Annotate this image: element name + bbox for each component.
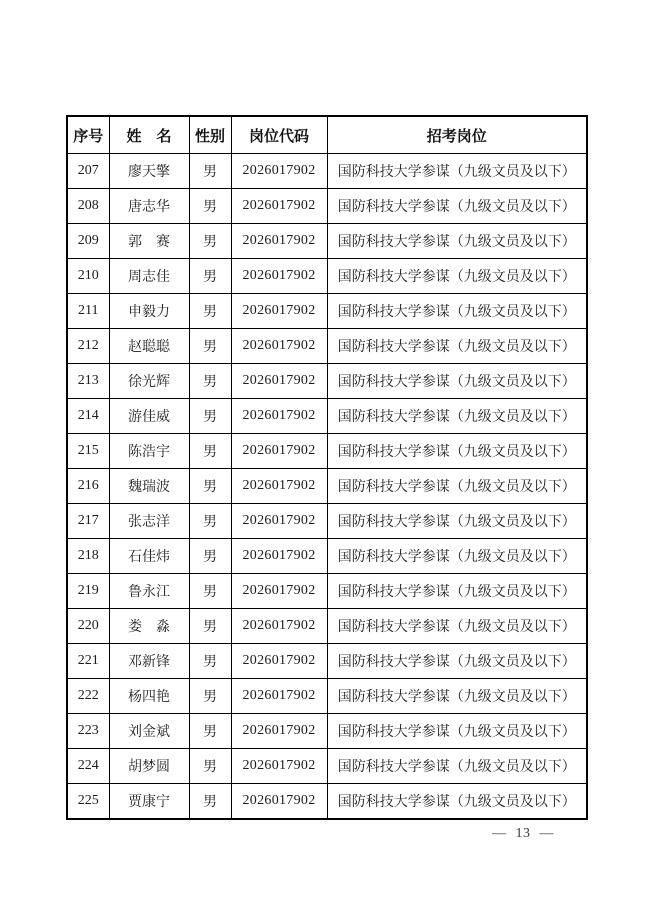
cell-code: 2026017902 bbox=[231, 329, 327, 364]
cell-no: 213 bbox=[67, 364, 109, 399]
cell-name: 石佳炜 bbox=[109, 539, 189, 574]
cell-position: 国防科技大学参谋（九级文员及以下） bbox=[327, 469, 587, 504]
table-row bbox=[67, 539, 587, 574]
cell-no: 220 bbox=[67, 609, 109, 644]
cell-no: 221 bbox=[67, 644, 109, 679]
cell-code: 2026017902 bbox=[231, 189, 327, 224]
table-row bbox=[67, 294, 587, 329]
table-row bbox=[67, 329, 587, 364]
cell-name: 魏瑞波 bbox=[109, 469, 189, 504]
cell-position: 国防科技大学参谋（九级文员及以下） bbox=[327, 294, 587, 329]
table-row bbox=[67, 504, 587, 539]
cell-name: 赵聪聪 bbox=[109, 329, 189, 364]
page-number: — 13 — bbox=[492, 826, 554, 841]
cell-no: 225 bbox=[67, 784, 109, 820]
cell-position: 国防科技大学参谋（九级文员及以下） bbox=[327, 154, 587, 189]
cell-name: 廖天擎 bbox=[109, 154, 189, 189]
cell-gender: 男 bbox=[189, 539, 231, 574]
cell-name: 邓新锋 bbox=[109, 644, 189, 679]
cell-code: 2026017902 bbox=[231, 504, 327, 539]
cell-position: 国防科技大学参谋（九级文员及以下） bbox=[327, 364, 587, 399]
cell-code: 2026017902 bbox=[231, 294, 327, 329]
cell-gender: 男 bbox=[189, 259, 231, 294]
cell-no: 212 bbox=[67, 329, 109, 364]
col-header-position: 招考岗位 bbox=[327, 116, 587, 154]
cell-no: 216 bbox=[67, 469, 109, 504]
cell-gender: 男 bbox=[189, 749, 231, 784]
cell-name: 徐光辉 bbox=[109, 364, 189, 399]
cell-position: 国防科技大学参谋（九级文员及以下） bbox=[327, 574, 587, 609]
cell-gender: 男 bbox=[189, 574, 231, 609]
col-header-name: 姓 名 bbox=[109, 116, 189, 154]
cell-no: 218 bbox=[67, 539, 109, 574]
cell-code: 2026017902 bbox=[231, 469, 327, 504]
table-row bbox=[67, 259, 587, 294]
cell-gender: 男 bbox=[189, 434, 231, 469]
cell-name: 游佳威 bbox=[109, 399, 189, 434]
cell-code: 2026017902 bbox=[231, 644, 327, 679]
cell-name: 唐志华 bbox=[109, 189, 189, 224]
cell-position: 国防科技大学参谋（九级文员及以下） bbox=[327, 434, 587, 469]
cell-position: 国防科技大学参谋（九级文员及以下） bbox=[327, 259, 587, 294]
cell-position: 国防科技大学参谋（九级文员及以下） bbox=[327, 644, 587, 679]
cell-name: 周志佳 bbox=[109, 259, 189, 294]
cell-name: 贾康宁 bbox=[109, 784, 189, 820]
cell-name: 郭 赛 bbox=[109, 224, 189, 259]
cell-position: 国防科技大学参谋（九级文员及以下） bbox=[327, 224, 587, 259]
table-row bbox=[67, 399, 587, 434]
cell-code: 2026017902 bbox=[231, 434, 327, 469]
table-row bbox=[67, 714, 587, 749]
table-row bbox=[67, 679, 587, 714]
cell-name: 陈浩宇 bbox=[109, 434, 189, 469]
cell-gender: 男 bbox=[189, 784, 231, 820]
cell-code: 2026017902 bbox=[231, 399, 327, 434]
cell-code: 2026017902 bbox=[231, 784, 327, 820]
cell-name: 申毅力 bbox=[109, 294, 189, 329]
col-header-gender: 性别 bbox=[189, 116, 231, 154]
table-row bbox=[67, 364, 587, 399]
cell-name: 娄 淼 bbox=[109, 609, 189, 644]
cell-name: 张志洋 bbox=[109, 504, 189, 539]
cell-gender: 男 bbox=[189, 189, 231, 224]
cell-no: 219 bbox=[67, 574, 109, 609]
cell-no: 211 bbox=[67, 294, 109, 329]
table-row bbox=[67, 189, 587, 224]
table-row bbox=[67, 644, 587, 679]
cell-no: 224 bbox=[67, 749, 109, 784]
table-row bbox=[67, 574, 587, 609]
cell-code: 2026017902 bbox=[231, 224, 327, 259]
recruitment-roster-table bbox=[66, 115, 588, 820]
table-row bbox=[67, 224, 587, 259]
cell-gender: 男 bbox=[189, 609, 231, 644]
cell-no: 222 bbox=[67, 679, 109, 714]
col-header-no: 序号 bbox=[67, 116, 109, 154]
cell-position: 国防科技大学参谋（九级文员及以下） bbox=[327, 714, 587, 749]
table-row bbox=[67, 784, 587, 820]
cell-position: 国防科技大学参谋（九级文员及以下） bbox=[327, 504, 587, 539]
cell-code: 2026017902 bbox=[231, 749, 327, 784]
cell-gender: 男 bbox=[189, 364, 231, 399]
cell-no: 214 bbox=[67, 399, 109, 434]
cell-name: 鲁永江 bbox=[109, 574, 189, 609]
cell-position: 国防科技大学参谋（九级文员及以下） bbox=[327, 679, 587, 714]
cell-position: 国防科技大学参谋（九级文员及以下） bbox=[327, 784, 587, 820]
cell-no: 207 bbox=[67, 154, 109, 189]
cell-position: 国防科技大学参谋（九级文员及以下） bbox=[327, 399, 587, 434]
cell-no: 208 bbox=[67, 189, 109, 224]
cell-gender: 男 bbox=[189, 294, 231, 329]
cell-gender: 男 bbox=[189, 399, 231, 434]
cell-code: 2026017902 bbox=[231, 714, 327, 749]
cell-code: 2026017902 bbox=[231, 679, 327, 714]
cell-position: 国防科技大学参谋（九级文员及以下） bbox=[327, 539, 587, 574]
cell-no: 223 bbox=[67, 714, 109, 749]
cell-code: 2026017902 bbox=[231, 609, 327, 644]
cell-code: 2026017902 bbox=[231, 574, 327, 609]
cell-code: 2026017902 bbox=[231, 539, 327, 574]
cell-gender: 男 bbox=[189, 504, 231, 539]
table-row bbox=[67, 434, 587, 469]
col-header-code: 岗位代码 bbox=[231, 116, 327, 154]
table-row bbox=[67, 609, 587, 644]
table-row bbox=[67, 749, 587, 784]
cell-gender: 男 bbox=[189, 714, 231, 749]
cell-code: 2026017902 bbox=[231, 364, 327, 399]
table-header-row bbox=[67, 116, 587, 154]
cell-name: 刘金斌 bbox=[109, 714, 189, 749]
cell-no: 215 bbox=[67, 434, 109, 469]
cell-name: 杨四艳 bbox=[109, 679, 189, 714]
cell-no: 217 bbox=[67, 504, 109, 539]
cell-gender: 男 bbox=[189, 329, 231, 364]
table-row bbox=[67, 469, 587, 504]
cell-gender: 男 bbox=[189, 469, 231, 504]
cell-position: 国防科技大学参谋（九级文员及以下） bbox=[327, 609, 587, 644]
cell-gender: 男 bbox=[189, 154, 231, 189]
cell-gender: 男 bbox=[189, 644, 231, 679]
cell-position: 国防科技大学参谋（九级文员及以下） bbox=[327, 189, 587, 224]
cell-position: 国防科技大学参谋（九级文员及以下） bbox=[327, 329, 587, 364]
cell-code: 2026017902 bbox=[231, 154, 327, 189]
table-row bbox=[67, 154, 587, 189]
cell-name: 胡梦圆 bbox=[109, 749, 189, 784]
cell-gender: 男 bbox=[189, 679, 231, 714]
cell-no: 209 bbox=[67, 224, 109, 259]
cell-position: 国防科技大学参谋（九级文员及以下） bbox=[327, 749, 587, 784]
cell-no: 210 bbox=[67, 259, 109, 294]
cell-gender: 男 bbox=[189, 224, 231, 259]
cell-code: 2026017902 bbox=[231, 259, 327, 294]
